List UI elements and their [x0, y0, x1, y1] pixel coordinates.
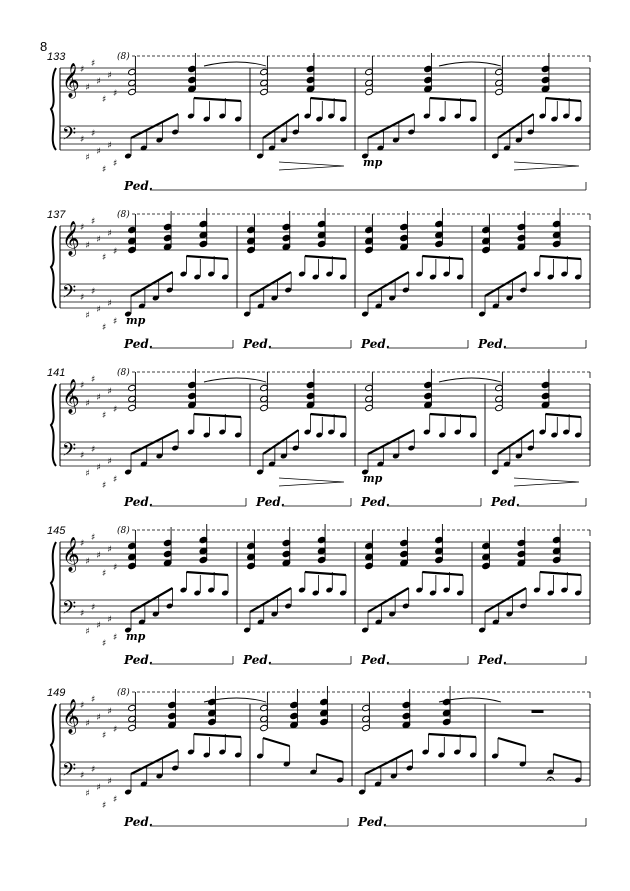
key-sharp: ♯	[107, 229, 112, 239]
key-sharp: ♯	[102, 323, 107, 333]
key-sharp: ♯	[113, 563, 118, 573]
bass-clef: 𝄢	[62, 124, 77, 149]
dynamic-mark: mp	[126, 314, 146, 327]
measure-number: 141	[47, 367, 66, 379]
treble-clef: 𝄞	[62, 537, 80, 572]
measure-number: 137	[47, 209, 66, 221]
tie	[439, 62, 501, 66]
decrescendo-hairpin	[279, 162, 344, 170]
key-sharp: ♯	[96, 551, 101, 561]
key-sharp: ♯	[85, 719, 90, 729]
decrescendo-hairpin	[279, 478, 344, 486]
key-sharp: ♯	[91, 59, 96, 69]
key-sharp: ♯	[96, 147, 101, 157]
key-sharp: ♯	[80, 381, 85, 391]
key-sharp: ♯	[96, 621, 101, 631]
beam	[422, 256, 463, 259]
key-sharp: ♯	[107, 141, 112, 151]
beam	[194, 98, 241, 101]
bass-clef: 𝄢	[62, 598, 77, 623]
pedal-mark: Ped.	[243, 337, 272, 351]
key-sharp: ♯	[91, 217, 96, 227]
beam	[422, 572, 463, 575]
key-sharp: ♯	[96, 235, 101, 245]
pedal-mark: Ped.	[124, 179, 153, 193]
ottava-mark: (8)	[117, 52, 130, 62]
beam	[545, 98, 581, 101]
brace	[51, 68, 56, 150]
key-sharp: ♯	[107, 545, 112, 555]
beam	[316, 754, 343, 762]
key-sharp: ♯	[80, 451, 85, 461]
key-sharp: ♯	[91, 533, 96, 543]
key-sharp: ♯	[96, 783, 101, 793]
key-sharp: ♯	[85, 311, 90, 321]
key-sharp: ♯	[102, 411, 107, 421]
key-sharp: ♯	[80, 539, 85, 549]
key-sharp: ♯	[102, 253, 107, 263]
pedal-mark: Ped.	[124, 815, 153, 829]
key-sharp: ♯	[85, 557, 90, 567]
fermata: 𝄐	[546, 769, 555, 788]
key-sharp: ♯	[85, 789, 90, 799]
key-sharp: ♯	[96, 713, 101, 723]
dynamic-mark: mp	[126, 630, 146, 643]
pedal-mark: Ped.	[478, 653, 507, 667]
beam	[540, 256, 581, 259]
key-sharp: ♯	[107, 777, 112, 787]
tie	[204, 62, 266, 66]
treble-clef: 𝄞	[62, 63, 80, 98]
measure-number: 145	[47, 525, 66, 537]
ottava-mark: (8)	[117, 210, 130, 220]
ottava-mark: (8)	[117, 688, 130, 698]
key-sharp: ♯	[80, 135, 85, 145]
key-sharp: ♯	[85, 469, 90, 479]
beam	[194, 734, 241, 737]
bass-clef: 𝄢	[62, 282, 77, 307]
whole-rest	[532, 710, 544, 713]
key-sharp: ♯	[80, 223, 85, 233]
beam	[186, 256, 228, 259]
key-sharp: ♯	[80, 771, 85, 781]
key-sharp: ♯	[85, 627, 90, 637]
key-sharp: ♯	[113, 247, 118, 257]
tie	[439, 378, 501, 382]
key-sharp: ♯	[113, 725, 118, 735]
beam	[428, 734, 476, 737]
key-sharp: ♯	[107, 71, 112, 81]
pedal-mark: Ped.	[491, 495, 520, 509]
beam	[186, 572, 228, 575]
key-sharp: ♯	[102, 481, 107, 491]
beam	[310, 98, 346, 101]
key-sharp: ♯	[102, 731, 107, 741]
decrescendo-hairpin	[514, 478, 579, 486]
key-sharp: ♯	[113, 795, 118, 805]
key-sharp: ♯	[113, 317, 118, 327]
pedal-mark: Ped.	[256, 495, 285, 509]
ottava-mark: (8)	[117, 526, 130, 536]
key-sharp: ♯	[80, 293, 85, 303]
key-sharp: ♯	[91, 695, 96, 705]
beam	[305, 256, 346, 259]
key-sharp: ♯	[85, 399, 90, 409]
key-sharp: ♯	[80, 701, 85, 711]
key-sharp: ♯	[107, 707, 112, 717]
dynamic-mark: mp	[363, 156, 383, 169]
key-sharp: ♯	[102, 569, 107, 579]
pedal-mark: Ped.	[243, 653, 272, 667]
dynamic-mark: mp	[363, 472, 383, 485]
pedal-mark: Ped.	[124, 495, 153, 509]
key-sharp: ♯	[102, 165, 107, 175]
key-sharp: ♯	[102, 639, 107, 649]
key-sharp: ♯	[113, 405, 118, 415]
key-sharp: ♯	[91, 765, 96, 775]
bass-clef: 𝄢	[62, 760, 77, 785]
treble-clef: 𝄞	[62, 699, 80, 734]
beam	[540, 572, 581, 575]
beam	[553, 754, 581, 762]
key-sharp: ♯	[91, 445, 96, 455]
key-sharp: ♯	[107, 615, 112, 625]
brace	[51, 704, 56, 786]
brace	[51, 384, 56, 466]
key-sharp: ♯	[96, 305, 101, 315]
key-sharp: ♯	[113, 89, 118, 99]
key-sharp: ♯	[107, 457, 112, 467]
key-sharp: ♯	[80, 609, 85, 619]
pedal-mark: Ped.	[361, 653, 390, 667]
pedal-mark: Ped.	[361, 495, 390, 509]
key-sharp: ♯	[80, 65, 85, 75]
key-sharp: ♯	[96, 393, 101, 403]
pedal-mark: Ped.	[361, 337, 390, 351]
brace	[51, 226, 56, 308]
beam	[305, 572, 346, 575]
beam	[430, 98, 476, 101]
pedal-mark: Ped.	[124, 653, 153, 667]
key-sharp: ♯	[102, 95, 107, 105]
key-sharp: ♯	[85, 241, 90, 251]
beam	[498, 738, 526, 746]
key-sharp: ♯	[91, 603, 96, 613]
key-sharp: ♯	[113, 633, 118, 643]
measure-number: 133	[47, 51, 66, 63]
measure-number: 149	[47, 687, 66, 699]
key-sharp: ♯	[113, 475, 118, 485]
key-sharp: ♯	[113, 159, 118, 169]
beam	[430, 414, 476, 417]
beam	[310, 414, 346, 417]
key-sharp: ♯	[102, 801, 107, 811]
decrescendo-hairpin	[514, 162, 579, 170]
key-sharp: ♯	[96, 77, 101, 87]
key-sharp: ♯	[91, 287, 96, 297]
beam	[263, 738, 290, 746]
key-sharp: ♯	[91, 375, 96, 385]
bass-clef: 𝄢	[62, 440, 77, 465]
brace	[51, 542, 56, 624]
pedal-mark: Ped.	[124, 337, 153, 351]
key-sharp: ♯	[91, 129, 96, 139]
key-sharp: ♯	[85, 153, 90, 163]
key-sharp: ♯	[107, 299, 112, 309]
tie	[204, 378, 266, 382]
ottava-mark: (8)	[117, 368, 130, 378]
key-sharp: ♯	[96, 463, 101, 473]
page-number: 8	[40, 39, 48, 54]
pedal-mark: Ped.	[478, 337, 507, 351]
key-sharp: ♯	[107, 387, 112, 397]
pedal-mark: Ped.	[358, 815, 387, 829]
beam	[545, 414, 581, 417]
treble-clef: 𝄞	[62, 221, 80, 256]
key-sharp: ♯	[85, 83, 90, 93]
treble-clef: 𝄞	[62, 379, 80, 414]
beam	[194, 414, 241, 417]
